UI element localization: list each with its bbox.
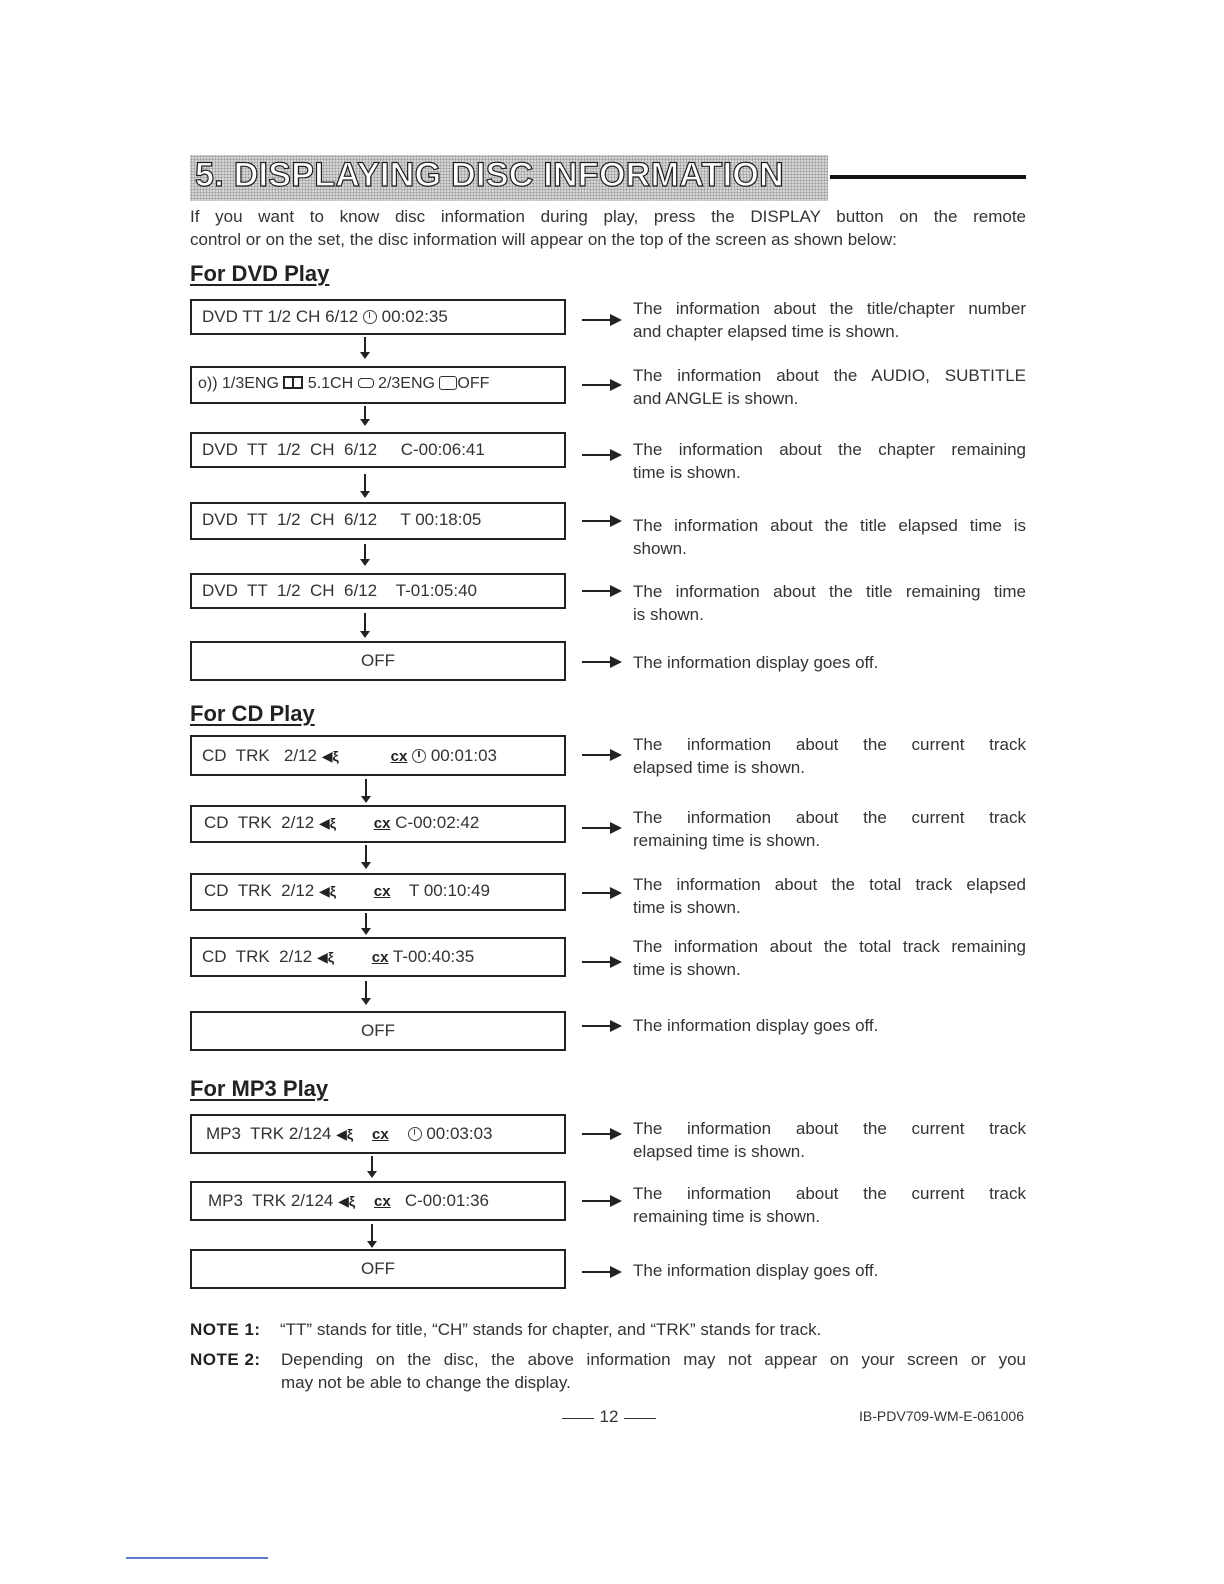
osd-box-dvd-3 — [190, 432, 566, 468]
osd-text: MP3 TRK 2/124 ◀ξ cx C-00:01:36 — [208, 1183, 489, 1220]
right-arrow — [582, 1266, 624, 1278]
osd-box-dvd-2 — [190, 366, 566, 404]
desc-dvd-5: The information about the title remaining time is shown. — [633, 582, 1026, 624]
osd-box-dvd-off — [190, 641, 566, 681]
right-arrow — [582, 515, 624, 527]
osd-text: DVD TT 1/2 CH 6/12 T 00:18:05 — [202, 510, 482, 529]
osd-box-cd-3 — [190, 873, 566, 911]
desc-dvd-4: The information about the title elapsed time is shown. — [633, 516, 1026, 558]
osd-text: DVD TT 1/2 CH 6/12 C-00:06:41 — [202, 440, 485, 459]
osd-text: OFF — [361, 1021, 395, 1040]
desc-dvd-3: The information about the chapter remaining time is shown. — [633, 440, 1026, 482]
osd-text: OFF — [361, 651, 395, 670]
right-arrow — [582, 956, 624, 968]
osd-text: o)) 1/3ENG 5.1CH 2/3ENG OFF — [198, 375, 490, 392]
desc-cd-3: The information about the total track elapsed time is shown. — [633, 875, 1026, 917]
osd-text: DVD TT 1/2 CH 6/12 T-01:05:40 — [202, 581, 477, 600]
osd-text: CD TRK 2/12 ◀ξ cx T 00:10:49 — [204, 875, 490, 908]
osd-text: CD TRK 2/12 ◀ξ cx 00:01:03 — [202, 737, 497, 776]
osd-text: CD TRK 2/12 ◀ξ cx C-00:02:42 — [204, 807, 479, 840]
right-arrow — [582, 585, 624, 597]
speaker-icon: ◀ξ — [318, 883, 336, 899]
desc-dvd-2: The information about the AUDIO, SUBTITLE and ANGLE is shown. — [633, 366, 1026, 408]
down-arrow — [360, 981, 372, 1005]
clock-icon — [412, 749, 426, 763]
repeat-icon: cx — [374, 1193, 391, 1210]
note-label: NOTE 1: — [190, 1320, 261, 1339]
speaker-icon: ◀ξ — [316, 949, 334, 965]
down-arrow — [360, 913, 372, 935]
down-arrow — [359, 613, 371, 638]
down-arrow — [366, 1156, 378, 1178]
osd-box-dvd-4 — [190, 502, 566, 540]
desc-mp3-2: The information about the current track remaining time is shown. — [633, 1184, 1026, 1226]
clock-icon — [408, 1127, 422, 1141]
note-1 — [190, 1318, 1026, 1341]
right-arrow — [582, 449, 624, 461]
osd-text: DVD TT 1/2 CH 6/12 00:02:35 — [202, 307, 448, 326]
document-code: IB-PDV709-WM-E-061006 — [859, 1408, 1024, 1424]
right-arrow — [582, 749, 624, 761]
desc-dvd-6: The information display goes off. — [633, 653, 879, 672]
angle-camera-icon — [439, 376, 457, 390]
speaker-icon: ◀ξ — [338, 1193, 356, 1209]
desc-cd-1: The information about the current track elapsed time is shown. — [633, 735, 1026, 777]
osd-text: OFF — [361, 1259, 395, 1278]
repeat-icon: cx — [372, 1126, 389, 1143]
desc-cd-2: The information about the current track remaining time is shown. — [633, 808, 1026, 850]
down-arrow — [359, 406, 371, 426]
osd-box-mp3-1 — [190, 1114, 566, 1154]
down-arrow — [360, 779, 372, 803]
heading-rule — [830, 175, 1026, 179]
bottom-rule — [126, 1557, 268, 1559]
osd-box-cd-4 — [190, 937, 566, 977]
subhead-dvd: For DVD Play — [190, 261, 330, 286]
osd-box-cd-2 — [190, 805, 566, 843]
speaker-icon: ◀ξ — [336, 1126, 354, 1142]
right-arrow — [582, 1128, 624, 1140]
dolby-digital-icon — [283, 376, 303, 389]
osd-box-cd-1 — [190, 735, 566, 776]
osd-box-cd-off — [190, 1011, 566, 1051]
osd-box-dvd-5 — [190, 573, 566, 609]
right-arrow — [582, 887, 624, 899]
desc-mp3-1: The information about the current track elapsed time is shown. — [633, 1119, 1026, 1161]
repeat-icon: cx — [373, 883, 391, 900]
subhead-cd: For CD Play — [190, 701, 315, 726]
osd-text: CD TRK 2/12 ◀ξ cx T-00:40:35 — [202, 939, 474, 976]
right-arrow — [582, 656, 624, 668]
repeat-icon: cx — [371, 949, 389, 966]
right-arrow — [582, 1195, 624, 1207]
down-arrow — [359, 544, 371, 566]
right-arrow — [582, 822, 624, 834]
section-title: 5. DISPLAYING DISC INFORMATION — [195, 156, 784, 194]
down-arrow — [359, 474, 371, 498]
subhead-mp3: For MP3 Play — [190, 1076, 329, 1101]
clock-icon — [363, 310, 377, 324]
osd-box-mp3-2 — [190, 1181, 566, 1221]
right-arrow — [582, 314, 624, 326]
speaker-icon: ◀ξ — [318, 815, 336, 831]
note-text: “TT” stands for title, “CH” stands for chapter, and “TRK” stands for track. — [280, 1320, 822, 1339]
repeat-icon: cx — [373, 815, 391, 832]
repeat-icon: cx — [390, 748, 408, 765]
desc-cd-4: The information about the total track remaining time is shown. — [633, 937, 1026, 979]
osd-box-mp3-off — [190, 1249, 566, 1289]
page-number: 12 — [562, 1407, 656, 1431]
right-arrow — [582, 1020, 624, 1032]
down-arrow — [360, 845, 372, 869]
note-label: NOTE 2: — [190, 1350, 261, 1369]
desc-cd-5: The information display goes off. — [633, 1016, 879, 1035]
speaker-icon: ◀ξ — [321, 748, 339, 764]
note-2-line-1: Depending on the disc, the above information may not appear on your screen or you — [281, 1350, 1026, 1369]
subtitle-icon — [358, 378, 374, 388]
right-arrow — [582, 379, 624, 391]
desc-dvd-1: The information about the title/chapter number and chapter elapsed time is shown. — [633, 299, 1026, 341]
intro-line-1: If you want to know disc information during play, press the DISPLAY button on the remote — [190, 207, 1026, 226]
osd-text: MP3 TRK 2/124 ◀ξ cx 00:03:03 — [206, 1116, 493, 1153]
osd-box-dvd-1 — [190, 299, 566, 335]
note-2-line-2: may not be able to change the display. — [281, 1373, 571, 1392]
down-arrow — [366, 1224, 378, 1248]
intro-line-2: control or on the set, the disc information will appear on the top of the screen as shown below: — [190, 230, 897, 249]
down-arrow — [359, 337, 371, 359]
desc-mp3-3: The information display goes off. — [633, 1261, 879, 1280]
